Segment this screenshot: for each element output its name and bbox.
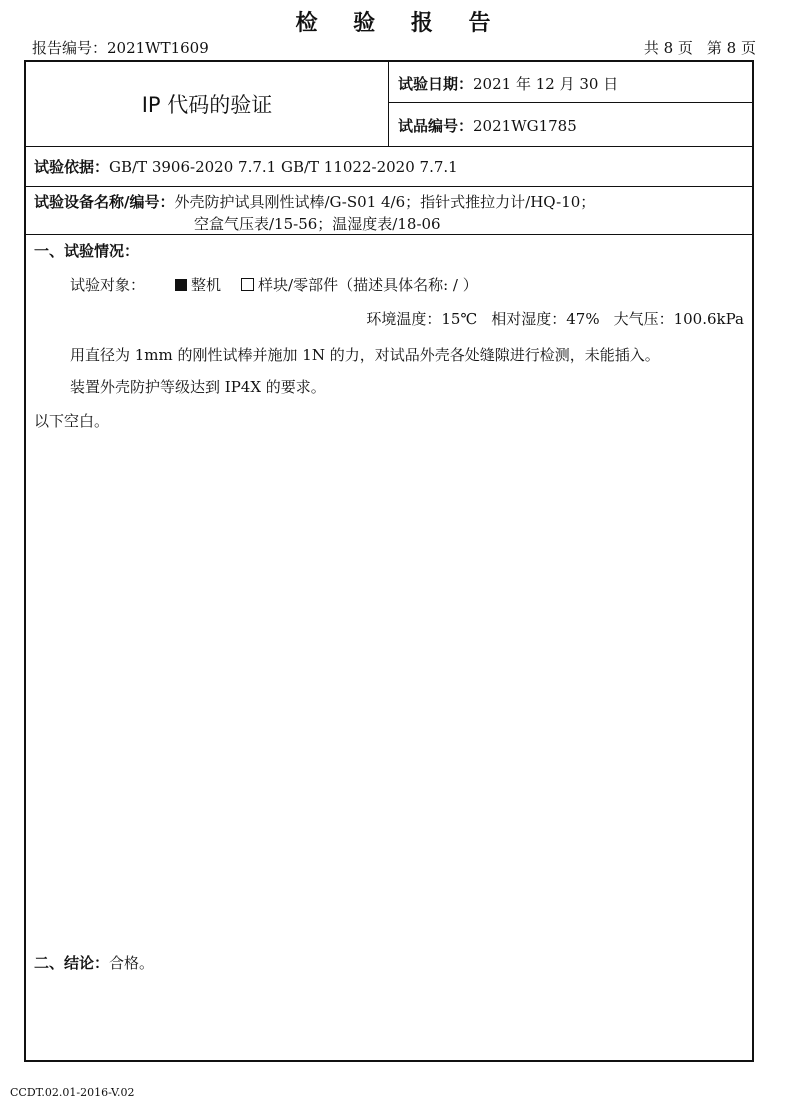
document-title: 检 验 报 告 — [295, 10, 505, 36]
humidity: 相对湿度：47% — [491, 310, 600, 328]
equipment-label: 试验设备名称/编号： — [34, 193, 175, 211]
conclusion-row — [34, 952, 154, 973]
test-subject-label: 试验对象： — [70, 276, 146, 294]
test-basis-row — [34, 156, 458, 177]
test-date-cell — [398, 73, 618, 94]
unchecked-box-icon — [241, 278, 254, 291]
sample-no-cell — [398, 115, 577, 136]
situation-heading: 一、试验情况： — [34, 242, 140, 260]
header-divider — [388, 62, 389, 146]
option-sample-part: 样块/零部件（描述具体名称: / ） — [258, 276, 478, 294]
test-result: 装置外壳防护等级达到 IP4X 的要求。 — [70, 378, 326, 396]
equipment-line-2: 空盒气压表/15-56；温湿度表/18-06 — [194, 215, 441, 233]
test-item-title: IP 代码的验证 — [141, 93, 273, 117]
row-line-3 — [26, 234, 752, 235]
report-frame — [24, 60, 754, 1062]
test-basis-value: GB/T 3906-2020 7.7.1 GB/T 11022-2020 7.7.1 — [109, 158, 458, 176]
test-date-value: 2021 年 12 月 30 日 — [473, 75, 619, 93]
conclusion-value: 合格。 — [109, 954, 155, 972]
header-mid-line — [388, 102, 752, 103]
conclusion-label: 二、结论： — [34, 954, 110, 972]
page-info — [644, 37, 756, 58]
equipment-line-1: 外壳防护试具刚性试棒/G-S01 4/6；指针式推拉力计/HQ-10； — [174, 193, 596, 211]
temperature: 环境温度：15℃ — [366, 310, 478, 328]
test-description: 用直径为 1mm 的刚性试棒并施加 1N 的力，对试品外壳各处缝隙进行检测，未能插入。 — [70, 346, 660, 364]
current-page: 第 8 页 — [706, 39, 756, 57]
environment-row — [366, 308, 744, 329]
test-subject-row — [70, 274, 478, 295]
test-date-label: 试验日期： — [398, 75, 474, 93]
option-whole-machine: 整机 — [191, 276, 222, 294]
pressure: 大气压：100.6kPa — [613, 310, 744, 328]
test-basis-label: 试验依据： — [34, 158, 110, 176]
equipment-row — [34, 191, 595, 212]
report-number: 报告编号：2021WT1609 — [32, 39, 209, 57]
sample-no-label: 试品编号： — [398, 117, 474, 135]
form-code: CCDT.02.01-2016-V.02 — [10, 1086, 135, 1099]
checked-box-icon — [175, 279, 187, 291]
row-line-1 — [26, 146, 752, 147]
row-line-2 — [26, 186, 752, 187]
sample-no-value: 2021WG1785 — [473, 117, 577, 135]
blank-below-note: 以下空白。 — [34, 412, 110, 430]
total-pages: 共 8 页 — [643, 39, 693, 57]
